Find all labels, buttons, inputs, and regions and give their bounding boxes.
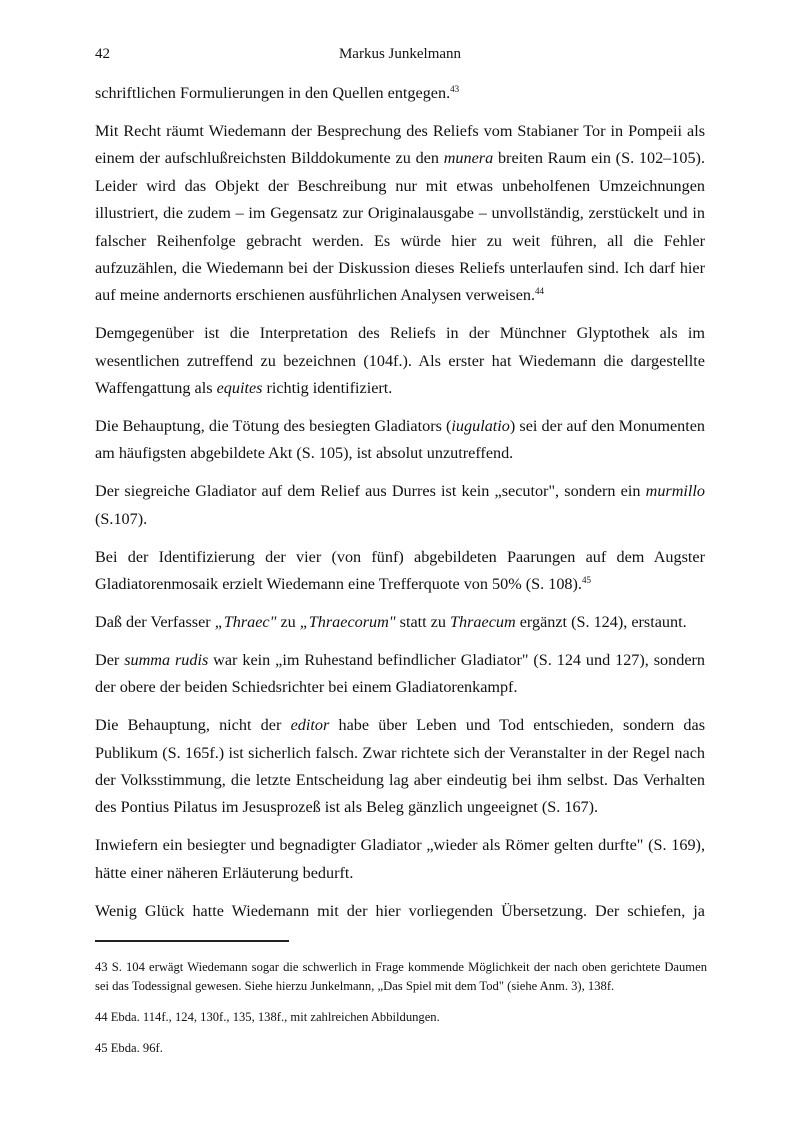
footnote-ref: 45 xyxy=(581,575,591,585)
paragraph xyxy=(95,647,705,702)
running-title: Markus Junkelmann xyxy=(338,46,462,62)
text-run: Demgegenüber ist die Interpretation des Reliefs in der Münchner Glyptothek als im wesentlichen zutreffend zu bezeichnen (104f.). Als erster hat Wiedemann die dargestellte Waffengattung als xyxy=(95,324,705,398)
text-run: ergänzt (S. 124), erstaunt. xyxy=(515,612,687,631)
footnote-ref: 44 xyxy=(535,286,545,297)
italic-term: „Thraecorum" xyxy=(299,612,396,631)
page-number: 42 xyxy=(95,46,110,62)
footnote-text: Ebda. 96f. xyxy=(107,1040,163,1055)
paragraph xyxy=(95,898,705,925)
text-run: war kein „im Ruhestand befindlicher Gladiator" (S. 124 und 127), sondern der obere der beiden Schiedsrichter bei einem Gladiatorenkampf. xyxy=(95,650,705,697)
paragraph xyxy=(95,118,705,310)
italic-term: Thraecum xyxy=(450,612,516,631)
italic-term: iugulatio xyxy=(451,416,510,435)
text-run: Die Behauptung, die Tötung des besiegten Gladiators ( xyxy=(95,416,452,435)
text-run: Wenig Glück hatte Wiedemann mit der hier vorliegenden Übersetzung. Der schiefen, ja xyxy=(95,901,705,920)
paragraph xyxy=(95,320,705,402)
paragraph xyxy=(95,413,705,468)
text-run: Bei der Identifizierung der vier (von fünf) abgebildeten Paarungen auf dem Augster Gladiatorenmosaik erzielt Wiedemann eine Trefferquote von 50% (S. 108). xyxy=(95,547,705,593)
footnote-text: Ebda. 114f., 124, 130f., 135, 138f., mit zahlreichen Abbildungen. xyxy=(107,1009,440,1024)
text-run: Der siegreiche Gladiator auf dem Relief aus Durres ist kein „secutor", sondern ein xyxy=(95,482,646,501)
text-run: statt zu xyxy=(395,612,451,631)
text-run: breiten Raum ein (S. 102–105). Leider wird das Objekt der Beschreibung nur mit etwas unbeholfenen Umzeichnungen illustriert, die zudem – im Gegensatz zur Originalausgabe – unvollständig, zerstückelt und in falscher Reihenfolge gebracht werden. Es würde hier zu weit führen, all die Fehler aufzuzählen, die Wiedemann bei der Diskussion dieses Reliefs unterlaufen sind. Ich darf hier auf meine andernorts erschienen ausführlichen Analysen verweisen. xyxy=(95,149,705,305)
footnote-number: 44 xyxy=(95,1009,108,1024)
footnote-separator xyxy=(95,940,289,942)
text-run: Der xyxy=(95,650,125,669)
page-header xyxy=(95,46,705,66)
paragraph xyxy=(95,609,705,636)
paragraph xyxy=(95,80,705,107)
text-run: zu xyxy=(276,612,300,631)
footnote-number: 45 xyxy=(95,1040,108,1055)
paragraph xyxy=(95,832,705,887)
footnote xyxy=(95,958,707,995)
text-run: (S.107). xyxy=(95,509,148,528)
paragraph xyxy=(95,478,705,533)
text-run: Inwiefern ein besiegter und begnadigter Gladiator „wieder als Römer gelten durfte" (S. 169), hätte einer näheren Erläuterung bedurft. xyxy=(95,836,705,882)
italic-term: editor xyxy=(290,716,330,735)
italic-term: „Thraec" xyxy=(214,612,277,631)
footnote-ref: 43 xyxy=(450,84,460,94)
footnotes xyxy=(95,958,707,1070)
paragraph xyxy=(95,712,705,822)
text-run: habe über Leben und Tod entschieden, sondern das Publikum (S. 165f.) ist sicherlich falsch. Zwar richtete sich der Veranstalter in der Regel nach der Volksstimmung, die letzte Entscheidung lag aber eindeutig bei ihm selbst. Das Verhalten des Pontius Pilatus im Jesusprozeß ist als Beleg gänzlich ungeeignet (S. 167). xyxy=(95,716,706,817)
text-run: schriftlichen Formulierungen in den Quellen entgegen. xyxy=(95,84,451,102)
footnote-number: 43 xyxy=(95,960,108,974)
text-run: Daß der Verfasser xyxy=(95,612,215,631)
text-run: richtig identifiziert. xyxy=(262,379,393,398)
footnote xyxy=(95,1039,707,1058)
italic-term: murmillo xyxy=(645,482,705,501)
text-run: Die Behauptung, nicht der xyxy=(95,716,291,735)
italic-term: munera xyxy=(443,149,494,168)
italic-term: summa rudis xyxy=(124,650,209,669)
text-run: ) sei der auf den Monumenten am häufigsten abgebildete Akt (S. 105), ist absolut unzutreffend. xyxy=(95,416,706,463)
paragraph xyxy=(95,544,705,599)
italic-term: equites xyxy=(216,379,263,398)
footnote-text: S. 104 erwägt Wiedemann sogar die schwerlich in Frage kommende Möglichkeit der nach oben gerichtete Daumen sei das Todessignal gewesen. Siehe hierzu Junkelmann, „Das Spiel mit dem Tod" (siehe Anm. 3), 138f. xyxy=(95,960,707,993)
footnote xyxy=(95,1008,707,1027)
text-run: Mit Recht räumt Wiedemann der Besprechung des Reliefs vom Stabianer Tor in Pompeii als einem der aufschlußreichsten Bilddokumente zu den xyxy=(95,121,705,168)
body-text xyxy=(95,80,705,935)
